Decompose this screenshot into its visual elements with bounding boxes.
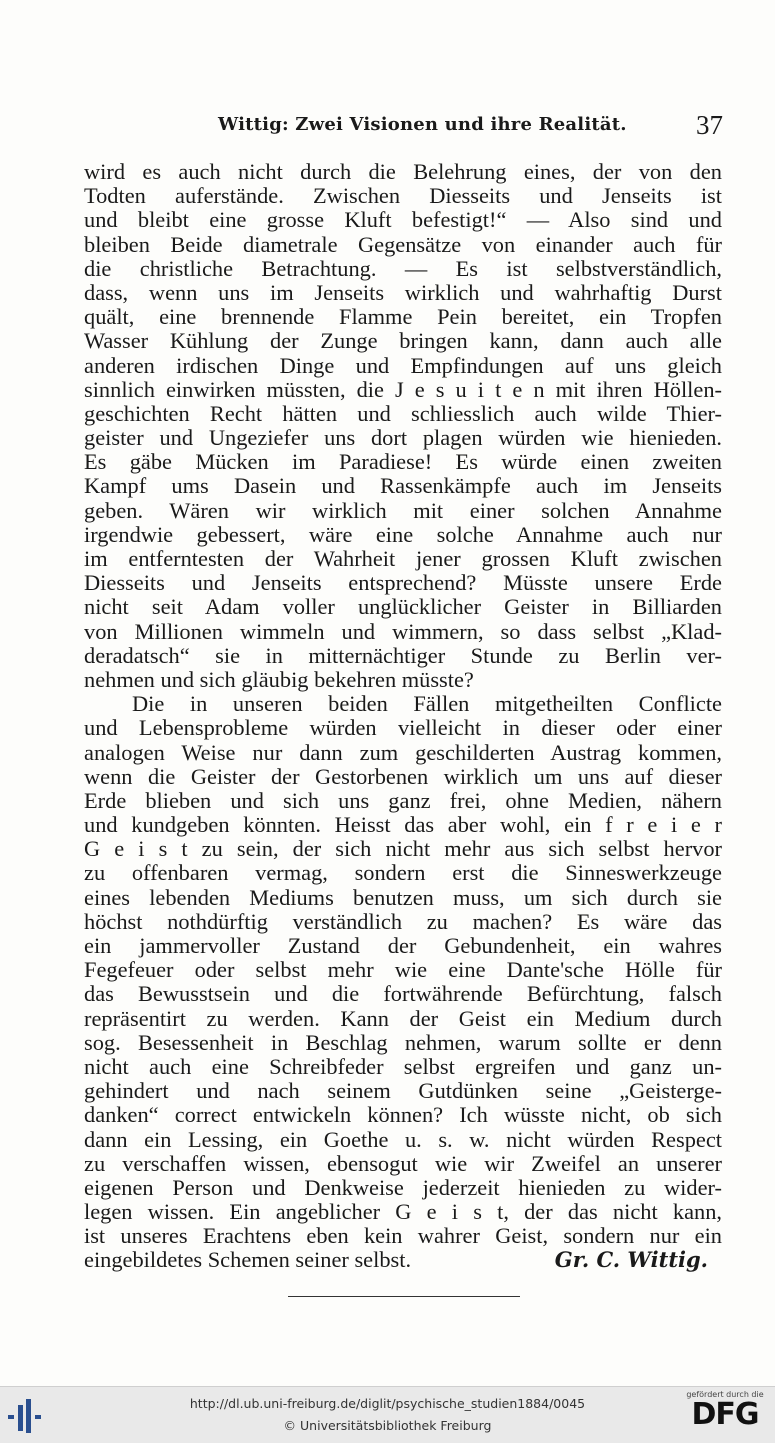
viewer-footer bbox=[0, 1386, 775, 1443]
text-line: geschichten Recht hätten und schliesslich auch wilde Thier- bbox=[84, 401, 722, 426]
permalink-url[interactable]: http://dl.ub.uni-freiburg.de/diglit/psychische_studien1884/0045 bbox=[189, 1396, 586, 1411]
dfg-sponsor bbox=[685, 1390, 765, 1431]
text-line: danken“ correct entwickeln können? Ich wüsste nicht, ob sich bbox=[84, 1103, 722, 1128]
dfg-logo-icon: DFG bbox=[691, 1397, 759, 1432]
text-line: wird es auch nicht durch die Belehrung eines, der von den bbox=[84, 160, 722, 184]
text-line: Es gäbe Mücken im Paradiese! Es würde einen zweiten bbox=[84, 450, 722, 475]
text-line: Fegefeuer oder selbst mehr wie eine Dante'sche Hölle für bbox=[84, 958, 722, 983]
text-line: ein jammervoller Zustand der Gebundenheit, ein wahres bbox=[84, 934, 722, 958]
text-line: irgendwie gebessert, wäre eine solche Annahme auch nur bbox=[84, 522, 722, 547]
text-line: geben. Wären wir wirklich mit einer solchen Annahme bbox=[84, 498, 722, 523]
text-line: repräsentirt zu werden. Kann der Geist ein Medium durch bbox=[84, 1006, 722, 1031]
text-line: quält, eine brennende Flamme Pein bereitet, ein Tropfen bbox=[84, 305, 722, 330]
text-line: sinnlich einwirken müssten, die J e s u i t e n mit ihren Höllen- bbox=[84, 377, 722, 402]
text-line: ist unseres Erachtens eben kein wahrer Geist, sondern nur ein bbox=[84, 1224, 722, 1249]
text-line: und bleibt eine grosse Kluft befestigt!“ — Also sind und bbox=[84, 208, 722, 233]
end-rule bbox=[288, 1296, 520, 1297]
text-line: legen wissen. Ein angeblicher G e i s t, der das nicht kann, bbox=[84, 1200, 722, 1225]
text-line: G e i s t zu sein, der sich nicht mehr aus sich selbst hervor bbox=[84, 837, 722, 862]
text-line: und Lebensprobleme würden vielleicht in dieser oder einer bbox=[84, 716, 722, 741]
text-line: deradatsch“ sie in mitternächtiger Stunde zu Berlin ver- bbox=[84, 643, 722, 668]
text-line: eigenen Person und Denkweise jederzeit hienieden zu wider- bbox=[84, 1175, 722, 1200]
text-line: Erde blieben und sich uns ganz frei, ohne Medien, nähern bbox=[84, 788, 722, 813]
copyright-notice: © Universitätsbibliothek Freiburg bbox=[283, 1418, 492, 1433]
text-line: dass, wenn uns im Jenseits wirklich und wahrhaftig Durst bbox=[84, 280, 722, 305]
text-line: von Millionen wimmeln und wimmern, so dass selbst „Klad- bbox=[84, 619, 722, 644]
paragraph-end-line: nehmen und sich gläubig bekehren müsste? bbox=[84, 667, 474, 692]
text-line: dann ein Lessing, ein Goethe u. s. w. nicht würden Respect bbox=[84, 1127, 722, 1152]
text-line: Todten auferstände. Zwischen Diesseits und Jenseits ist bbox=[84, 184, 722, 209]
text-line: analogen Weise nur dann zum geschilderten Austrag kommen, bbox=[84, 740, 722, 765]
text-line: und kundgeben könnten. Heisst das aber wohl, ein f r e i e r bbox=[84, 813, 722, 838]
text-line: zu offenbaren vermag, sondern erst die Sinneswerkzeuge bbox=[84, 861, 722, 886]
text-line: höchst nothdürftig verständlich zu machen? Es wäre das bbox=[84, 909, 722, 934]
page-number: 37 bbox=[696, 110, 723, 140]
text-line: gehindert und nach seinem Gutdünken seine „Geisterge- bbox=[84, 1079, 722, 1104]
text-line: sog. Besessenheit in Beschlag nehmen, warum sollte er denn bbox=[84, 1030, 722, 1055]
text-line: zu verschaffen wissen, ebensogut wie wir Zweifel an unserer bbox=[84, 1151, 722, 1176]
author-signature: Gr. C. Wittig. bbox=[554, 1247, 708, 1273]
text-line: eines lebenden Mediums benutzen muss, um sich durch sie bbox=[84, 885, 722, 910]
text-line: nicht auch eine Schreibfeder selbst ergreifen und ganz un- bbox=[84, 1054, 722, 1079]
text-line: bleiben Beide diametrale Gegensätze von einander auch für bbox=[84, 232, 722, 257]
text-line: nicht seit Adam voller unglücklicher Geister in Billiarden bbox=[84, 595, 722, 620]
body-text bbox=[84, 160, 722, 1273]
text-line: Kampf ums Dasein und Rassenkämpfe auch im Jenseits bbox=[84, 474, 722, 499]
text-line: die christliche Betrachtung. — Es ist selbstverständlich, bbox=[84, 256, 722, 281]
running-title: Wittig: Zwei Visionen und ihre Realität. bbox=[218, 114, 627, 135]
text-line: im entferntesten der Wahrheit jener grossen Kluft zwischen bbox=[84, 547, 722, 571]
signature-line bbox=[84, 1248, 722, 1272]
text-line: Diesseits und Jenseits entsprechend? Müsste unsere Erde bbox=[84, 571, 722, 596]
sponsor-note: gefördert durch die bbox=[686, 1390, 764, 1399]
paragraph-start-line: Die in unseren beiden Fällen mitgetheilten Conflicte bbox=[132, 692, 722, 717]
text-line: Wasser Kühlung der Zunge bringen kann, dann auch alle bbox=[84, 329, 722, 354]
closing-text: eingebildetes Schemen seiner selbst. bbox=[84, 1247, 412, 1273]
text-line: geister und Ungeziefer uns dort plagen würden wie hienieden. bbox=[84, 426, 722, 451]
text-line: anderen irdischen Dinge und Empfindungen auf uns gleich bbox=[84, 353, 722, 378]
running-head bbox=[84, 112, 723, 142]
text-line: das Bewusstsein und die fortwährende Befürchtung, falsch bbox=[84, 982, 722, 1007]
text-line: wenn die Geister der Gestorbenen wirklich um uns auf dieser bbox=[84, 764, 722, 789]
